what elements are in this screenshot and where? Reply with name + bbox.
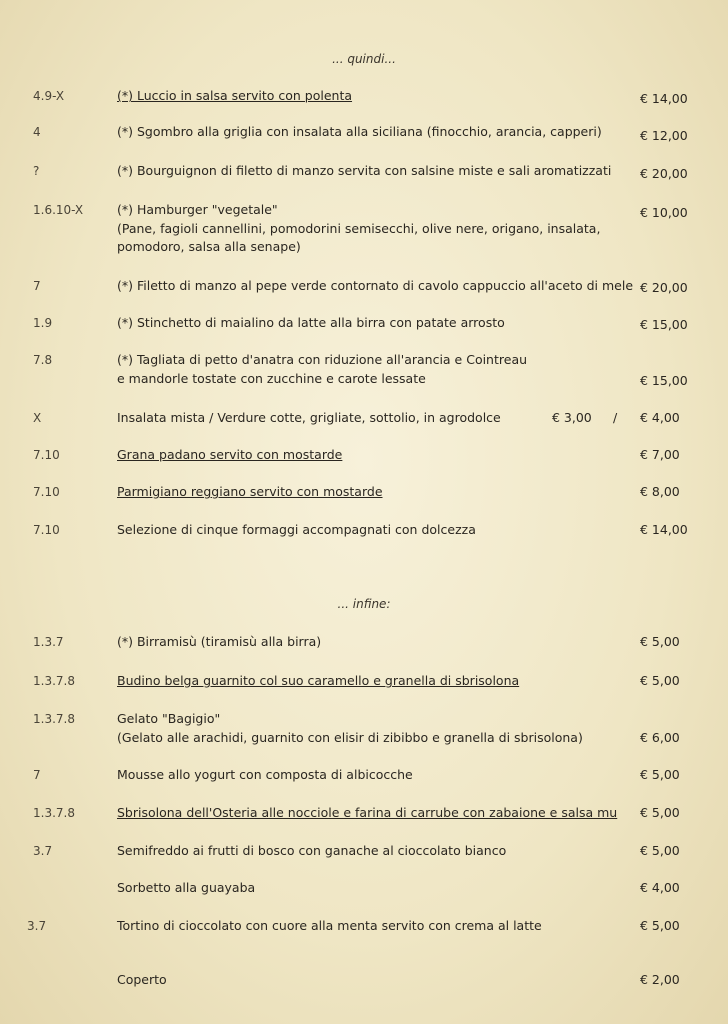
- dish-price: € 5,00: [640, 634, 680, 649]
- dish-description: (*) Tagliata di petto d'anatra con riduzione all'arancia e Cointreau: [117, 352, 528, 367]
- dish-price: € 4,00: [640, 880, 680, 895]
- allergen-code: 1.3.7: [33, 635, 64, 649]
- dish-description-line-2: e mandorle tostate con zucchine e carote lessate: [117, 371, 426, 386]
- dish-description: (*) Sgombro alla griglia con insalata alla siciliana (finocchio, arancia, capperi): [117, 124, 602, 139]
- allergen-code: 1.9: [33, 316, 53, 330]
- dish-price: € 5,00: [640, 805, 680, 820]
- dish-description-line-2: (Pane, fagioli cannellini, pomodorini semisecchi, olive nere, origano, insalata,: [117, 221, 601, 236]
- allergen-code: 1.6.10-X: [33, 203, 84, 217]
- dish-price: € 12,00: [640, 128, 688, 143]
- allergen-code: 1.3.7.8: [33, 712, 75, 726]
- dish-price: € 6,00: [640, 730, 680, 745]
- dish-price: € 7,00: [640, 447, 680, 462]
- dish-price: € 14,00: [640, 91, 688, 106]
- dish-price: € 5,00: [640, 673, 680, 688]
- dish-description: Sbrisolona dell'Osteria alle nocciole e farina di carrube con zabaione e salsa mu: [117, 805, 618, 820]
- dish-price: € 15,00: [640, 317, 688, 332]
- dish-price: € 8,00: [640, 484, 680, 499]
- dish-price: € 15,00: [640, 373, 688, 388]
- dish-description: Selezione di cinque formaggi accompagnati con dolcezza: [117, 522, 476, 537]
- dish-price: € 20,00: [640, 280, 688, 295]
- allergen-code: 7: [33, 768, 41, 782]
- coperto-label: Coperto: [117, 972, 167, 987]
- dish-description-line-3: pomodoro, salsa alla senape): [117, 239, 301, 254]
- dish-description: Mousse allo yogurt con composta di albicocche: [117, 767, 413, 782]
- allergen-code: X: [33, 411, 42, 425]
- dish-price-small: € 3,00: [552, 410, 592, 425]
- dish-description: (*) Filetto di manzo al pepe verde contornato di cavolo cappuccio all'aceto di mele: [117, 278, 634, 293]
- allergen-code: 7.10: [33, 523, 60, 537]
- allergen-code: 7.10: [33, 485, 60, 499]
- dish-description: (*) Birramisù (tiramisù alla birra): [117, 634, 322, 649]
- dish-description: (*) Bourguignon di filetto di manzo servita con salsine miste e sali aromatizzati: [117, 163, 612, 178]
- dish-description: Parmigiano reggiano servito con mostarde: [117, 484, 383, 499]
- allergen-code: 7.8: [33, 353, 53, 367]
- dish-description: Grana padano servito con mostarde: [117, 447, 343, 462]
- allergen-code: 3.7: [27, 919, 47, 933]
- coperto-price: € 2,00: [640, 972, 680, 987]
- price-separator: /: [613, 410, 618, 425]
- dish-description: (*) Stinchetto di maialino da latte alla birra con patate arrosto: [117, 315, 505, 330]
- dish-description: Gelato "Bagigio": [117, 711, 221, 726]
- section-title-quindi: ... quindi...: [332, 52, 396, 66]
- dish-price: € 14,00: [640, 522, 688, 537]
- dish-price: € 4,00: [640, 410, 680, 425]
- dish-description: Sorbetto alla guayaba: [117, 880, 256, 895]
- allergen-code: 4.9-X: [33, 89, 65, 103]
- allergen-code: 3.7: [33, 844, 53, 858]
- allergen-code: 7: [33, 279, 41, 293]
- dish-description: (*) Luccio in salsa servito con polenta: [117, 88, 353, 103]
- allergen-code: ?: [33, 164, 40, 178]
- dish-description: Tortino di cioccolato con cuore alla menta servito con crema al latte: [117, 918, 542, 933]
- allergen-code: 7.10: [33, 448, 60, 462]
- dish-description: (*) Hamburger "vegetale": [117, 202, 278, 217]
- dish-description: Insalata mista / Verdure cotte, grigliate, sottolio, in agrodolce: [117, 410, 501, 425]
- section-title-infine: ... infine:: [337, 597, 391, 611]
- allergen-code: 1.3.7.8: [33, 806, 75, 820]
- dish-price: € 10,00: [640, 205, 688, 220]
- dish-description-line-2: (Gelato alle arachidi, guarnito con elisir di zibibbo e granella di sbrisolona): [117, 730, 583, 745]
- allergen-code: 4: [33, 125, 41, 139]
- dish-description: Semifreddo ai frutti di bosco con ganache al cioccolato bianco: [117, 843, 507, 858]
- dish-price: € 5,00: [640, 918, 680, 933]
- allergen-code: 1.3.7.8: [33, 674, 75, 688]
- dish-description: Budino belga guarnito col suo caramello e granella di sbrisolona: [117, 673, 520, 688]
- dish-price: € 20,00: [640, 166, 688, 181]
- dish-price: € 5,00: [640, 767, 680, 782]
- dish-price: € 5,00: [640, 843, 680, 858]
